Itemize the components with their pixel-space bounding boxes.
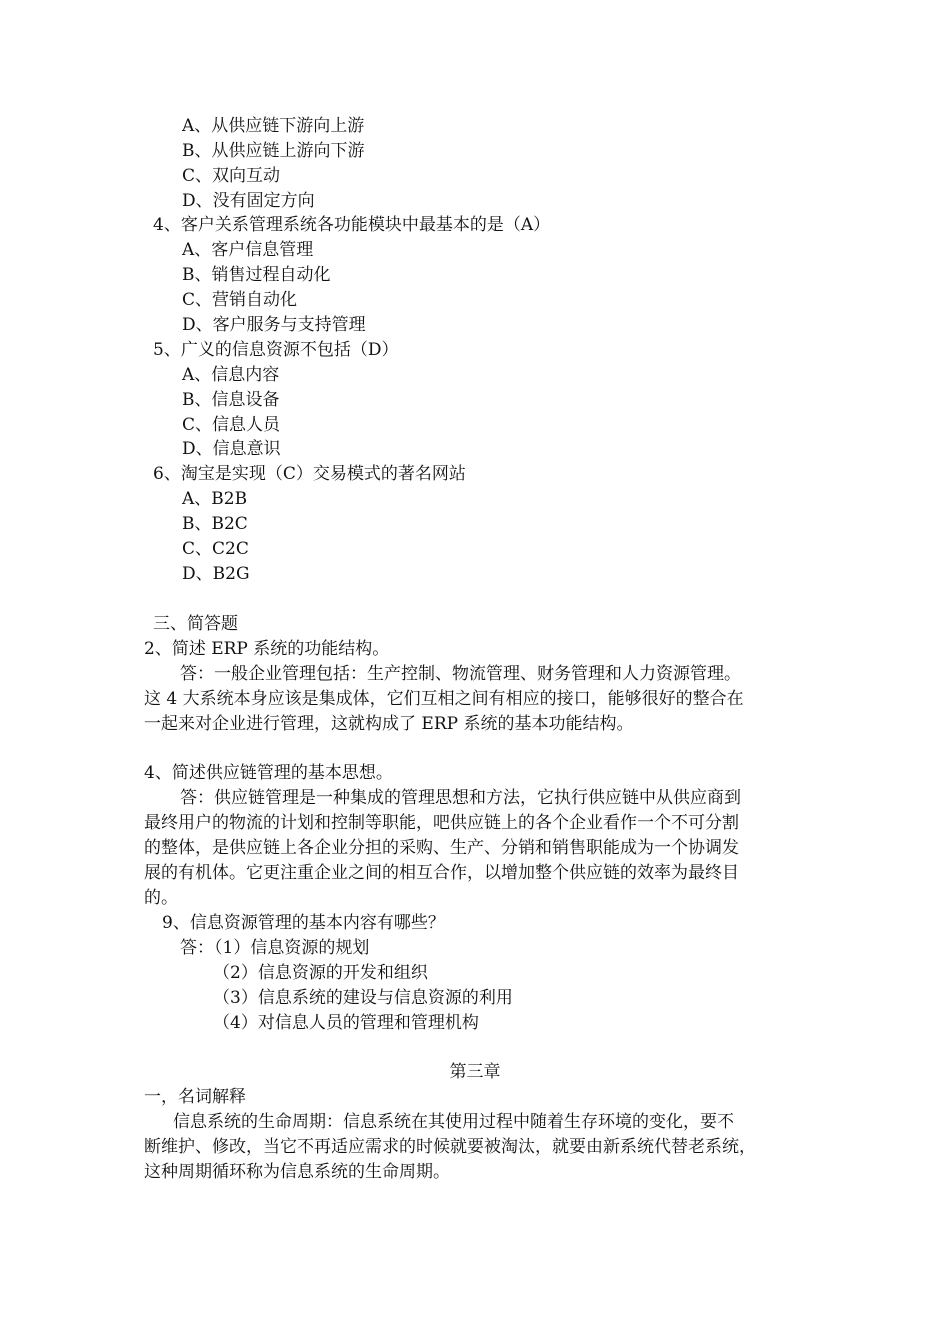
answer-line: 的整体，是供应链上各企业分担的采购、生产、分销和销售职能成为一个协调发 bbox=[144, 838, 739, 858]
section-heading: 一，名词解释 bbox=[144, 1087, 246, 1107]
option-line: D、客户服务与支持管理 bbox=[182, 315, 366, 335]
answer-line: （2）信息资源的开发和组织 bbox=[213, 963, 428, 983]
option-line: A、B2B bbox=[182, 489, 248, 509]
option-line: A、信息内容 bbox=[182, 365, 280, 385]
option-line: D、信息意识 bbox=[182, 439, 281, 459]
option-line: D、B2G bbox=[182, 564, 250, 584]
chapter-title: 第三章 bbox=[449, 1062, 501, 1082]
answer-line: 一起来对企业进行管理，这就构成了 ERP 系统的基本功能结构。 bbox=[144, 714, 634, 734]
definition-line: 这种周期循环称为信息系统的生命周期。 bbox=[144, 1162, 450, 1182]
answer-line: 的。 bbox=[144, 888, 178, 908]
answer-line: 展的有机体。它更注重企业之间的相互合作，以增加整个供应链的效率为最终目 bbox=[144, 863, 739, 883]
question-stem: 5、广义的信息资源不包括（D） bbox=[153, 340, 399, 360]
option-line: A、从供应链下游向上游 bbox=[182, 116, 365, 136]
answer-line: （3）信息系统的建设与信息资源的利用 bbox=[213, 988, 513, 1008]
question-title: 4、简述供应链管理的基本思想。 bbox=[144, 763, 393, 783]
definition-line: 断维护、修改，当它不再适应需求的时候就要被淘汰，就要由新系统代替老系统， bbox=[144, 1137, 756, 1157]
option-line: B、信息设备 bbox=[182, 390, 280, 410]
answer-line: 这 4 大系统本身应该是集成体，它们互相之间有相应的接口，能够很好的整合在 bbox=[144, 689, 744, 709]
answer-line: 答：供应链管理是一种集成的管理思想和方法，它执行供应链中从供应商到 bbox=[180, 788, 741, 808]
option-line: C、营销自动化 bbox=[182, 290, 298, 310]
option-line: C、C2C bbox=[182, 539, 249, 559]
option-line: B、B2C bbox=[182, 514, 248, 534]
option-line: D、没有固定方向 bbox=[182, 191, 315, 211]
answer-line: （4）对信息人员的管理和管理机构 bbox=[213, 1013, 479, 1033]
answer-line: 最终用户的物流的计划和控制等职能，吧供应链上的各个企业看作一个不可分割 bbox=[144, 813, 739, 833]
section-heading: 三、简答题 bbox=[153, 614, 238, 634]
option-line: C、信息人员 bbox=[182, 415, 281, 435]
question-title: 2、简述 ERP 系统的功能结构。 bbox=[144, 639, 390, 659]
option-line: C、双向互动 bbox=[182, 166, 281, 186]
answer-line: 答：一般企业管理包括：生产控制、物流管理、财务管理和人力资源管理。 bbox=[180, 664, 741, 684]
question-stem: 6、淘宝是实现（C）交易模式的著名网站 bbox=[153, 464, 466, 484]
option-line: B、从供应链上游向下游 bbox=[182, 141, 365, 161]
option-line: B、销售过程自动化 bbox=[182, 265, 331, 285]
question-stem: 4、客户关系管理系统各功能模块中最基本的是（A） bbox=[153, 215, 551, 235]
definition-line: 信息系统的生命周期：信息系统在其使用过程中随着生存环境的变化，要不 bbox=[173, 1112, 734, 1132]
question-title: 9、信息资源管理的基本内容有哪些？ bbox=[162, 913, 445, 933]
option-line: A、客户信息管理 bbox=[182, 240, 314, 260]
answer-line: 答：（1）信息资源的规划 bbox=[180, 938, 370, 958]
